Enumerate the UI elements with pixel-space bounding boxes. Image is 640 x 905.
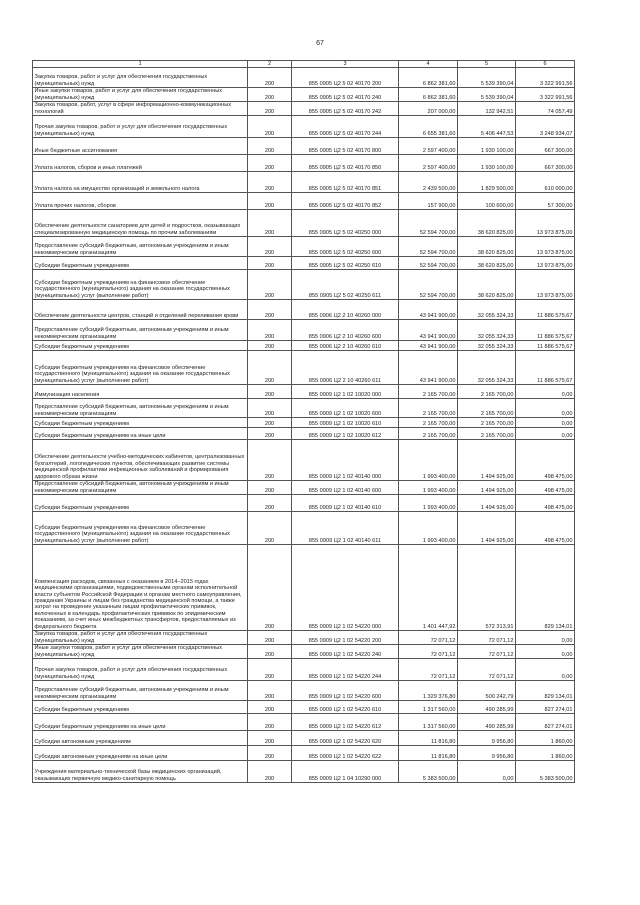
table-row: [33, 385, 575, 399]
row-value-executed: 32 055 324,33: [458, 300, 516, 320]
row-value-executed: 38 620 825,00: [458, 210, 516, 237]
table-row: [33, 351, 575, 385]
table-row: [33, 341, 575, 351]
row-code-cell: 200: [248, 300, 292, 320]
table-row: [33, 102, 575, 116]
row-value-remaining: 0,00: [516, 645, 575, 659]
row-value-executed: 1 494 925,00: [458, 495, 516, 512]
row-value-approved: 157 900,00: [399, 193, 458, 210]
row-value-approved: 11 816,80: [399, 731, 458, 746]
row-kbk-cell: 855 0905 Ц2 5 02 40170 200: [292, 68, 399, 88]
table-row: [33, 631, 575, 645]
row-code-cell: 200: [248, 237, 292, 257]
row-value-remaining: 5 383 500,00: [516, 761, 575, 783]
row-name-cell: Предоставление субсидий бюджетным, автономным учреждениям и иным некоммерческим организациям: [33, 237, 248, 257]
column-header: 5: [458, 61, 516, 68]
column-header: 3: [292, 61, 399, 68]
row-name-cell: Закупка товаров, работ и услуг для обеспечения государственных (муниципальных) нужд: [33, 68, 248, 88]
row-name-cell: Субсидии бюджетным учреждениям: [33, 418, 248, 428]
row-code-cell: 200: [248, 512, 292, 545]
row-kbk-cell: 855 0905 Ц2 5 02 40170 240: [292, 88, 399, 102]
table-row: [33, 399, 575, 418]
row-code-cell: 200: [248, 320, 292, 341]
row-kbk-cell: 855 0906 Ц2 2 10 40260 611: [292, 351, 399, 385]
row-kbk-cell: 855 0909 Ц2 1 02 54220 612: [292, 714, 399, 731]
row-value-approved: 11 816,80: [399, 746, 458, 761]
row-value-executed: 132 942,51: [458, 102, 516, 116]
row-kbk-cell: 855 0909 Ц2 1 02 40140 611: [292, 512, 399, 545]
row-value-executed: 1 829 500,00: [458, 172, 516, 193]
row-code-cell: 200: [248, 545, 292, 631]
row-value-executed: 1 930 100,00: [458, 155, 516, 172]
table-row: [33, 428, 575, 440]
row-value-executed: 38 620 825,00: [458, 237, 516, 257]
row-code-cell: 200: [248, 714, 292, 731]
row-name-cell: Уплата налогов, сборов и иных платежей: [33, 155, 248, 172]
row-kbk-cell: 855 0909 Ц2 1 02 10020 612: [292, 428, 399, 440]
row-kbk-cell: 855 0909 Ц2 1 02 10020 610: [292, 418, 399, 428]
row-value-remaining: 11 886 575,67: [516, 300, 575, 320]
table-row: [33, 746, 575, 761]
row-value-remaining: 827 274,01: [516, 701, 575, 714]
row-name-cell: Субсидии бюджетным учреждениям на иные цели: [33, 714, 248, 731]
table-row: [33, 701, 575, 714]
row-value-executed: 9 956,80: [458, 731, 516, 746]
column-header: 1: [33, 61, 248, 68]
row-code-cell: 200: [248, 645, 292, 659]
row-code-cell: 200: [248, 88, 292, 102]
row-value-approved: 1 993 400,00: [399, 512, 458, 545]
table-body: [33, 68, 575, 783]
row-code-cell: 200: [248, 155, 292, 172]
table-row: [33, 481, 575, 495]
row-code-cell: 200: [248, 138, 292, 155]
table-row: [33, 659, 575, 681]
row-name-cell: Уплата налога на имущество организаций и земельного налога: [33, 172, 248, 193]
column-header: 6: [516, 61, 575, 68]
row-value-remaining: 3 322 991,56: [516, 68, 575, 88]
row-code-cell: 200: [248, 210, 292, 237]
row-value-approved: 1 317 560,00: [399, 714, 458, 731]
row-value-executed: 2 165 700,00: [458, 428, 516, 440]
row-name-cell: Компенсация расходов, связанных с оказанием в 2014–2015 годах медицинскими организациями, подведомственными органам исполнительной власти субъектов Российской Федерации и органам местного самоуправления, гражданам Украины и лицам без гражданства медицинской помощи, а также затрат на проведение указанным лицам профилактических прививок, включенных в календарь профилактических прививок по эпидемическим показаниям, за счет иных межбюджетных трансфертов, предоставляемых из федерального бюджета: [33, 545, 248, 631]
row-value-remaining: 74 057,49: [516, 102, 575, 116]
row-value-remaining: 667 300,00: [516, 155, 575, 172]
row-kbk-cell: 855 0905 Ц2 5 02 40170 244: [292, 116, 399, 138]
table-row: [33, 172, 575, 193]
row-value-remaining: 827 274,01: [516, 714, 575, 731]
row-name-cell: Обеспечение деятельности санаториев для детей и подростков, оказывающих специализированную медицинскую помощь по прочим заболеваниям: [33, 210, 248, 237]
row-value-remaining: 498 475,00: [516, 512, 575, 545]
row-kbk-cell: 855 0909 Ц2 1 02 54220 610: [292, 701, 399, 714]
row-value-remaining: 13 973 875,00: [516, 257, 575, 270]
row-name-cell: Обеспечение деятельности центров, станций и отделений переливания крови: [33, 300, 248, 320]
row-value-approved: 2 165 700,00: [399, 428, 458, 440]
row-value-executed: 500 242,79: [458, 681, 516, 701]
row-value-remaining: 57 300,00: [516, 193, 575, 210]
row-value-executed: 9 956,80: [458, 746, 516, 761]
row-value-approved: 2 597 400,00: [399, 138, 458, 155]
row-value-remaining: 1 860,00: [516, 746, 575, 761]
row-code-cell: 200: [248, 701, 292, 714]
row-value-executed: 1 494 925,00: [458, 481, 516, 495]
row-value-approved: 52 594 700,00: [399, 210, 458, 237]
row-name-cell: Субсидии бюджетным учреждениям: [33, 257, 248, 270]
row-value-remaining: 11 886 575,67: [516, 320, 575, 341]
row-code-cell: 200: [248, 495, 292, 512]
row-value-executed: 490 285,99: [458, 701, 516, 714]
table-row: [33, 116, 575, 138]
row-kbk-cell: 855 0909 Ц2 1 02 54220 620: [292, 731, 399, 746]
row-name-cell: Субсидии автономным учреждениям на иные цели: [33, 746, 248, 761]
row-kbk-cell: 855 0905 Ц2 5 02 40170 242: [292, 102, 399, 116]
row-name-cell: Иммунизация населения: [33, 385, 248, 399]
row-value-executed: 1 494 925,00: [458, 440, 516, 481]
row-kbk-cell: 855 0906 Ц2 2 10 40260 610: [292, 341, 399, 351]
row-name-cell: Субсидии бюджетным учреждениям: [33, 495, 248, 512]
row-value-approved: 207 000,00: [399, 102, 458, 116]
row-value-remaining: 13 973 875,00: [516, 210, 575, 237]
row-value-approved: 1 993 400,00: [399, 481, 458, 495]
row-value-executed: 5 539 390,04: [458, 68, 516, 88]
table-header-row: [33, 61, 575, 68]
row-name-cell: Прочая закупка товаров, работ и услуг для обеспечения государственных (муниципальных) нужд: [33, 116, 248, 138]
row-value-approved: 1 329 376,80: [399, 681, 458, 701]
row-value-approved: 6 862 381,60: [399, 68, 458, 88]
row-value-executed: 38 620 825,00: [458, 270, 516, 300]
column-header: 2: [248, 61, 292, 68]
row-code-cell: 200: [248, 102, 292, 116]
row-value-remaining: 0,00: [516, 399, 575, 418]
row-value-remaining: 498 475,00: [516, 495, 575, 512]
row-name-cell: Субсидии бюджетным учреждениям: [33, 341, 248, 351]
row-value-executed: 38 620 825,00: [458, 257, 516, 270]
row-kbk-cell: 855 0905 Ц2 5 02 40170 851: [292, 172, 399, 193]
row-value-executed: 5 406 447,53: [458, 116, 516, 138]
row-code-cell: 200: [248, 428, 292, 440]
row-code-cell: 200: [248, 116, 292, 138]
table-row: [33, 155, 575, 172]
row-value-approved: 72 071,12: [399, 645, 458, 659]
row-value-remaining: 11 886 575,67: [516, 351, 575, 385]
row-kbk-cell: 855 0905 Ц2 5 02 40170 800: [292, 138, 399, 155]
row-name-cell: Уплата прочих налогов, сборов: [33, 193, 248, 210]
row-kbk-cell: 855 0905 Ц2 5 02 40170 852: [292, 193, 399, 210]
row-name-cell: Обеспечение деятельности учебно-методических кабинетов, централизованных бухгалтерий, логопедических пунктов, обеспечивающих развитие системы медицинской профилактики инфекционных заболеваний и формирования здорового образа жизни: [33, 440, 248, 481]
row-name-cell: Прочая закупка товаров, работ и услуг для обеспечения государственных (муниципальных) нужд: [33, 659, 248, 681]
table-row: [33, 320, 575, 341]
row-value-executed: 572 313,91: [458, 545, 516, 631]
row-kbk-cell: 855 0909 Ц2 1 02 54220 600: [292, 681, 399, 701]
row-kbk-cell: 855 0909 Ц2 1 02 40140 610: [292, 495, 399, 512]
row-code-cell: 200: [248, 659, 292, 681]
row-value-approved: 43 941 900,00: [399, 341, 458, 351]
row-kbk-cell: 855 0909 Ц2 1 02 40140 600: [292, 481, 399, 495]
table-row: [33, 210, 575, 237]
row-kbk-cell: 855 0909 Ц2 1 02 54220 244: [292, 659, 399, 681]
row-value-executed: 2 165 700,00: [458, 418, 516, 428]
row-value-executed: 2 165 700,00: [458, 399, 516, 418]
row-name-cell: Предоставление субсидий бюджетным, автономным учреждениям и иным некоммерческим организациям: [33, 399, 248, 418]
row-code-cell: 200: [248, 172, 292, 193]
row-value-remaining: 498 475,00: [516, 440, 575, 481]
table-row: [33, 138, 575, 155]
row-value-approved: 1 401 447,92: [399, 545, 458, 631]
row-code-cell: 200: [248, 731, 292, 746]
row-kbk-cell: 855 0909 Ц2 1 02 54220 000: [292, 545, 399, 631]
row-value-executed: 32 055 324,33: [458, 351, 516, 385]
row-value-remaining: 0,00: [516, 418, 575, 428]
row-kbk-cell: 855 0909 Ц2 1 02 54220 622: [292, 746, 399, 761]
row-code-cell: 200: [248, 341, 292, 351]
row-kbk-cell: 855 0909 Ц2 1 02 54220 200: [292, 631, 399, 645]
row-name-cell: Иные закупки товаров, работ и услуг для обеспечения государственных (муниципальных) нужд: [33, 88, 248, 102]
row-kbk-cell: 855 0905 Ц2 5 02 40250 600: [292, 237, 399, 257]
row-code-cell: 200: [248, 481, 292, 495]
table-row: [33, 761, 575, 783]
table-row: [33, 731, 575, 746]
row-kbk-cell: 855 0906 Ц2 2 10 40260 600: [292, 320, 399, 341]
row-code-cell: 200: [248, 351, 292, 385]
row-value-remaining: 13 973 875,00: [516, 237, 575, 257]
row-value-remaining: 667 300,00: [516, 138, 575, 155]
table-row: [33, 545, 575, 631]
row-code-cell: 200: [248, 399, 292, 418]
row-kbk-cell: 855 0909 Ц2 1 04 10290 000: [292, 761, 399, 783]
row-value-approved: 2 165 700,00: [399, 385, 458, 399]
row-kbk-cell: 855 0905 Ц2 5 02 40250 611: [292, 270, 399, 300]
row-value-executed: 72 071,12: [458, 631, 516, 645]
row-value-approved: 52 594 700,00: [399, 270, 458, 300]
row-kbk-cell: 855 0909 Ц2 1 02 40140 000: [292, 440, 399, 481]
row-kbk-cell: 855 0909 Ц2 1 02 54220 240: [292, 645, 399, 659]
table-row: [33, 681, 575, 701]
row-name-cell: Иные бюджетные ассигнования: [33, 138, 248, 155]
row-value-remaining: 3 322 991,56: [516, 88, 575, 102]
row-code-cell: 200: [248, 193, 292, 210]
table-row: [33, 418, 575, 428]
row-kbk-cell: 855 0906 Ц2 2 10 40260 000: [292, 300, 399, 320]
row-value-executed: 1 494 925,00: [458, 512, 516, 545]
row-value-approved: 52 594 700,00: [399, 237, 458, 257]
row-value-remaining: 498 475,00: [516, 481, 575, 495]
row-value-executed: 32 055 324,33: [458, 341, 516, 351]
table-row: [33, 300, 575, 320]
row-code-cell: 200: [248, 257, 292, 270]
table-row: [33, 645, 575, 659]
row-code-cell: 200: [248, 631, 292, 645]
row-code-cell: 200: [248, 440, 292, 481]
row-value-approved: 52 594 700,00: [399, 257, 458, 270]
row-kbk-cell: 855 0905 Ц2 5 02 40170 850: [292, 155, 399, 172]
row-value-remaining: 0,00: [516, 659, 575, 681]
table-row: [33, 270, 575, 300]
table-row: [33, 714, 575, 731]
row-value-approved: 2 439 500,00: [399, 172, 458, 193]
row-name-cell: Предоставление субсидий бюджетным, автономным учреждениям и иным некоммерческим организациям: [33, 481, 248, 495]
row-code-cell: 200: [248, 385, 292, 399]
row-value-remaining: 0,00: [516, 631, 575, 645]
row-value-approved: 43 941 900,00: [399, 351, 458, 385]
row-value-executed: 0,00: [458, 761, 516, 783]
row-value-remaining: 3 248 934,07: [516, 116, 575, 138]
row-value-approved: 2 597 400,00: [399, 155, 458, 172]
row-value-approved: 1 993 400,00: [399, 495, 458, 512]
row-value-executed: 2 165 700,00: [458, 385, 516, 399]
row-value-executed: 1 930 100,00: [458, 138, 516, 155]
row-name-cell: Предоставление субсидий бюджетным, автономным учреждениям и иным некоммерческим организациям: [33, 320, 248, 341]
row-value-remaining: 11 886 575,67: [516, 341, 575, 351]
row-name-cell: Субсидии бюджетным учреждениям: [33, 701, 248, 714]
row-value-executed: 490 285,99: [458, 714, 516, 731]
row-value-approved: 1 317 560,00: [399, 701, 458, 714]
table-row: [33, 257, 575, 270]
row-value-approved: 2 165 700,00: [399, 399, 458, 418]
table-row: [33, 237, 575, 257]
row-value-remaining: 1 860,00: [516, 731, 575, 746]
row-value-approved: 6 655 381,60: [399, 116, 458, 138]
row-value-executed: 32 055 324,33: [458, 320, 516, 341]
row-code-cell: 200: [248, 270, 292, 300]
row-value-executed: 100 600,00: [458, 193, 516, 210]
table-row: [33, 495, 575, 512]
row-name-cell: Предоставление субсидий бюджетным, автономным учреждениям и иным некоммерческим организациям: [33, 681, 248, 701]
row-name-cell: Субсидии автономным учреждениям: [33, 731, 248, 746]
row-value-approved: 72 071,12: [399, 659, 458, 681]
row-value-approved: 5 383 500,00: [399, 761, 458, 783]
row-value-approved: 2 165 700,00: [399, 418, 458, 428]
row-name-cell: Учреждения материально-технической базы медицинских организаций, оказывающих первичную медико-санитарную помощь: [33, 761, 248, 783]
row-value-remaining: 0,00: [516, 428, 575, 440]
table-row: [33, 68, 575, 88]
row-code-cell: 200: [248, 681, 292, 701]
row-value-remaining: 610 000,00: [516, 172, 575, 193]
table-row: [33, 512, 575, 545]
row-kbk-cell: 855 0909 Ц2 1 02 10020 600: [292, 399, 399, 418]
row-value-executed: 5 539 390,04: [458, 88, 516, 102]
page-number: 67: [316, 40, 324, 47]
row-value-executed: 72 071,12: [458, 645, 516, 659]
table-row: [33, 440, 575, 481]
row-code-cell: 200: [248, 418, 292, 428]
column-header: 4: [399, 61, 458, 68]
row-value-approved: 72 071,12: [399, 631, 458, 645]
row-kbk-cell: 855 0905 Ц2 5 02 40250 000: [292, 210, 399, 237]
row-value-remaining: 829 134,01: [516, 545, 575, 631]
row-name-cell: Субсидии бюджетным учреждениям на финансовое обеспечение государственного (муниципального) задания на оказание государственных (муниципальных) услуг (выполнение работ): [33, 351, 248, 385]
row-kbk-cell: 855 0905 Ц2 5 02 40250 610: [292, 257, 399, 270]
row-value-remaining: 829 134,01: [516, 681, 575, 701]
row-code-cell: 200: [248, 68, 292, 88]
row-value-remaining: 0,00: [516, 385, 575, 399]
row-code-cell: 200: [248, 761, 292, 783]
row-value-executed: 72 071,12: [458, 659, 516, 681]
row-value-approved: 43 941 900,00: [399, 320, 458, 341]
row-code-cell: 200: [248, 746, 292, 761]
row-name-cell: Субсидии бюджетным учреждениям на иные цели: [33, 428, 248, 440]
row-value-remaining: 13 973 875,00: [516, 270, 575, 300]
row-name-cell: Субсидии бюджетным учреждениям на финансовое обеспечение государственного (муниципального) задания на оказание государственных (муниципальных) услуг (выполнение работ): [33, 512, 248, 545]
row-name-cell: Иные закупки товаров, работ и услуг для обеспечения государственных (муниципальных) нужд: [33, 645, 248, 659]
row-name-cell: Закупка товаров, работ и услуг для обеспечения государственных (муниципальных) нужд: [33, 631, 248, 645]
table-row: [33, 193, 575, 210]
row-value-approved: 1 993 400,00: [399, 440, 458, 481]
row-value-approved: 6 862 381,60: [399, 88, 458, 102]
budget-table: [32, 60, 575, 783]
table-row: [33, 88, 575, 102]
row-value-approved: 43 941 900,00: [399, 300, 458, 320]
row-name-cell: Субсидии бюджетным учреждениям на финансовое обеспечение государственного (муниципального) задания на оказание государственных (муниципальных) услуг (выполнение работ): [33, 270, 248, 300]
row-kbk-cell: 855 0909 Ц2 1 02 10020 000: [292, 385, 399, 399]
row-name-cell: Закупка товаров, работ, услуг в сфере информационно-коммуникационных технологий: [33, 102, 248, 116]
